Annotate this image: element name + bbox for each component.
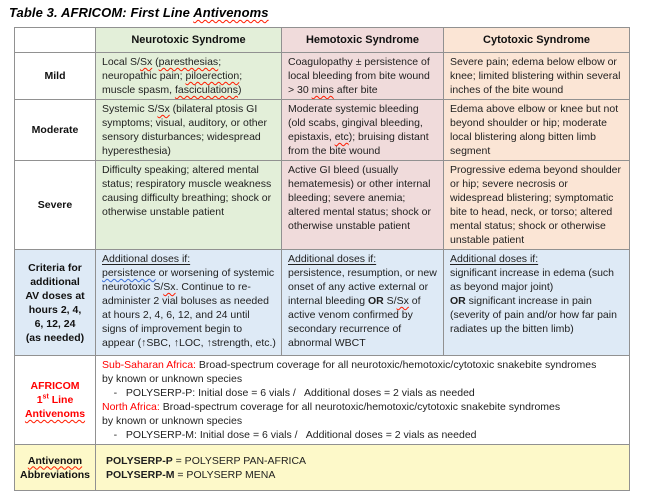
table-row-mild <box>15 53 630 100</box>
row-label-severe: Severe <box>15 161 96 250</box>
column-header-hemotoxic: Hemotoxic Syndrome <box>282 28 444 53</box>
column-header-cytotoxic: Cytotoxic Syndrome <box>444 28 630 53</box>
row-label-criteria: Criteria for additional AV doses at hours 2, 4, 6, 12, 24 (as needed) <box>15 250 96 356</box>
cell-moderate-neurotoxic: Systemic S/Sx (bilateral ptosis GI symptoms; visual, auditory, or other sensory disturbances; widespread hyperesthesia) <box>96 100 282 161</box>
table-row-severe <box>15 161 630 250</box>
row-label-antivenom-abbreviations: Antivenom Abbreviations <box>15 445 96 491</box>
table-row-abbreviations <box>15 445 630 491</box>
row-label-africom-first-line-antivenoms: AFRICOM 1st Line Antivenoms <box>15 356 96 445</box>
table-header-row <box>15 28 630 53</box>
cell-severe-neurotoxic: Difficulty speaking; altered mental status; respiratory muscle weakness causing difficulty breathing; shock or otherwise unstable patient <box>96 161 282 250</box>
table-row-moderate <box>15 100 630 161</box>
table-row-africom <box>15 356 630 445</box>
row-label-moderate: Moderate <box>15 100 96 161</box>
row-label-mild: Mild <box>15 53 96 100</box>
cell-moderate-hemotoxic: Moderate systemic bleeding (old scabs, gingival bleeding, epistaxis, etc); bruising distant from the bite wound <box>282 100 444 161</box>
table-row-criteria <box>15 250 630 356</box>
column-header-neurotoxic: Neurotoxic Syndrome <box>96 28 282 53</box>
cell-africom-antivenoms-content: Sub-Saharan Africa: Broad-spectrum coverage for all neurotoxic/hemotoxic/cytotoxic snakebite syndromes by known or unknown species - POLYSERP-P: Initial dose = 6 vials / Additional doses = 2 vials as needed North Africa: Broad-spectrum coverage for all neurotoxic/hemotoxic/cytotoxic snakebite syndromes by known or unknown species - POLYSERP-M: Initial dose = 6 vials / Additional doses = 2 vials as needed <box>96 356 630 445</box>
corner-cell <box>15 28 96 53</box>
cell-moderate-cytotoxic: Edema above elbow or knee but not beyond shoulder or hip; moderate local blistering along bitten limb segment <box>444 100 630 161</box>
cell-mild-cytotoxic: Severe pain; edema below elbow or knee; limited blistering within several inches of the bite wound <box>444 53 630 100</box>
cell-severe-hemotoxic: Active GI bleed (usually hematemesis) or other internal bleeding; severe anemia; altered mental status; shock or otherwise unstable patient <box>282 161 444 250</box>
antivenom-table <box>14 27 630 491</box>
cell-criteria-cytotoxic: Additional doses if: significant increase in edema (such as beyond major joint) OR significant increase in pain (severity of pain and/or how far pain radiates up the bitten limb) <box>444 250 630 356</box>
cell-criteria-hemotoxic: Additional doses if: persistence, resumption, or new onset of any active external or internal bleeding OR S/Sx of active venom confirmed by secondary recurrence of abnormal WBCT <box>282 250 444 356</box>
cell-severe-cytotoxic: Progressive edema beyond shoulder or hip; severe necrosis or widespread blistering; symptomatic bite to head, neck, or torso; altered mental status; shock or otherwise unstable patient <box>444 161 630 250</box>
cell-criteria-neurotoxic: Additional doses if: persistence or worsening of systemic neurotoxic S/Sx. Continue to re-administer 2 vial boluses as needed at hours 2, 4, 6, 12, and 24 until signs of improvement begin to appear (↑SBC, ↑LOC, ↑strength, etc.) <box>96 250 282 356</box>
cell-mild-hemotoxic: Coagulopathy ± persistence of local bleeding from bite wound > 30 mins after bite <box>282 53 444 100</box>
page-title: Table 3. AFRICOM: First Line Antivenoms <box>9 5 269 20</box>
cell-mild-neurotoxic: Local S/Sx (paresthesias; neuropathic pain; piloerection; muscle spasm, fasciculations) <box>96 53 282 100</box>
cell-abbreviations-content: POLYSERP-P = POLYSERP PAN-AFRICA POLYSERP-M = POLYSERP MENA <box>96 445 630 491</box>
